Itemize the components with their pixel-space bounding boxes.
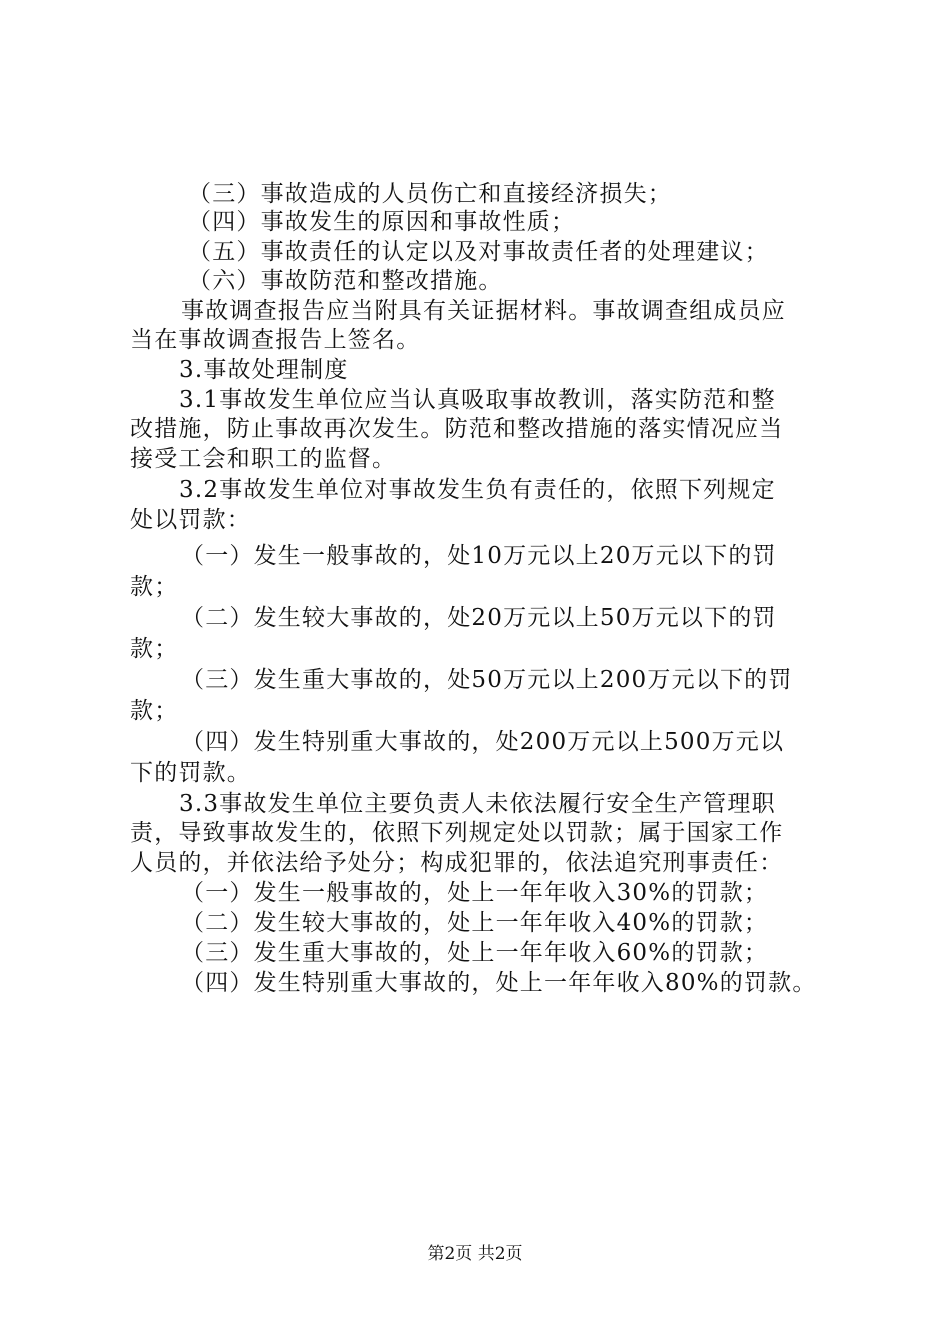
text-line: （四）发生特别重大事故的，处200万元以上500万元以 [181, 729, 785, 755]
text-line: （四）发生特别重大事故的，处上一年年收入80%的罚款。 [181, 970, 817, 996]
text-line: 3.3事故发生单位主要负责人未依法履行安全生产管理职 [179, 791, 776, 817]
text-line: 3.2事故发生单位对事故发生负有责任的，依照下列规定 [179, 477, 776, 503]
section-heading: 3.事故处理制度 [179, 357, 349, 383]
text-line: （五）事故责任的认定以及对事故责任者的处理建议； [188, 239, 769, 265]
text-line: （三）事故造成的人员伤亡和直接经济损失； [188, 181, 672, 207]
text-line: 款； [130, 574, 179, 600]
text-line: （六）事故防范和整改措施。 [188, 268, 503, 294]
text-line: 责，导致事故发生的，依照下列规定处以罚款；属于国家工作 [130, 820, 784, 846]
text-line: 事故调查报告应当附具有关证据材料。事故调查组成员应 [181, 298, 786, 324]
text-line: 人员的，并依法给予处分；构成犯罪的，依法追究刑事责任： [130, 850, 784, 876]
text-line: 当在事故调查报告上签名。 [130, 327, 421, 353]
page-number-footer: 第2页 共2页 [427, 1244, 523, 1264]
text-line: 接受工会和职工的监督。 [130, 446, 397, 472]
text-line: 改措施，防止事故再次发生。防范和整改措施的落实情况应当 [130, 416, 784, 442]
text-line: 3.1事故发生单位应当认真吸取事故教训，落实防范和整 [179, 387, 776, 413]
text-line: （三）发生重大事故的，处上一年年收入60%的罚款； [181, 940, 769, 966]
text-line: 款； [130, 636, 179, 662]
text-line: 处以罚款： [130, 507, 251, 533]
text-line: （一）发生一般事故的，处上一年年收入30%的罚款； [181, 880, 769, 906]
text-line: （三）发生重大事故的，处50万元以上200万元以下的罚 [181, 667, 793, 693]
text-line: （一）发生一般事故的，处10万元以上20万元以下的罚 [181, 543, 777, 569]
text-line: （二）发生较大事故的，处上一年年收入40%的罚款； [181, 910, 769, 936]
text-line: （二）发生较大事故的，处20万元以上50万元以下的罚 [181, 605, 777, 631]
text-line: 下的罚款。 [130, 760, 251, 786]
text-line: （四）事故发生的原因和事故性质； [188, 209, 576, 235]
text-line: 款； [130, 698, 179, 724]
